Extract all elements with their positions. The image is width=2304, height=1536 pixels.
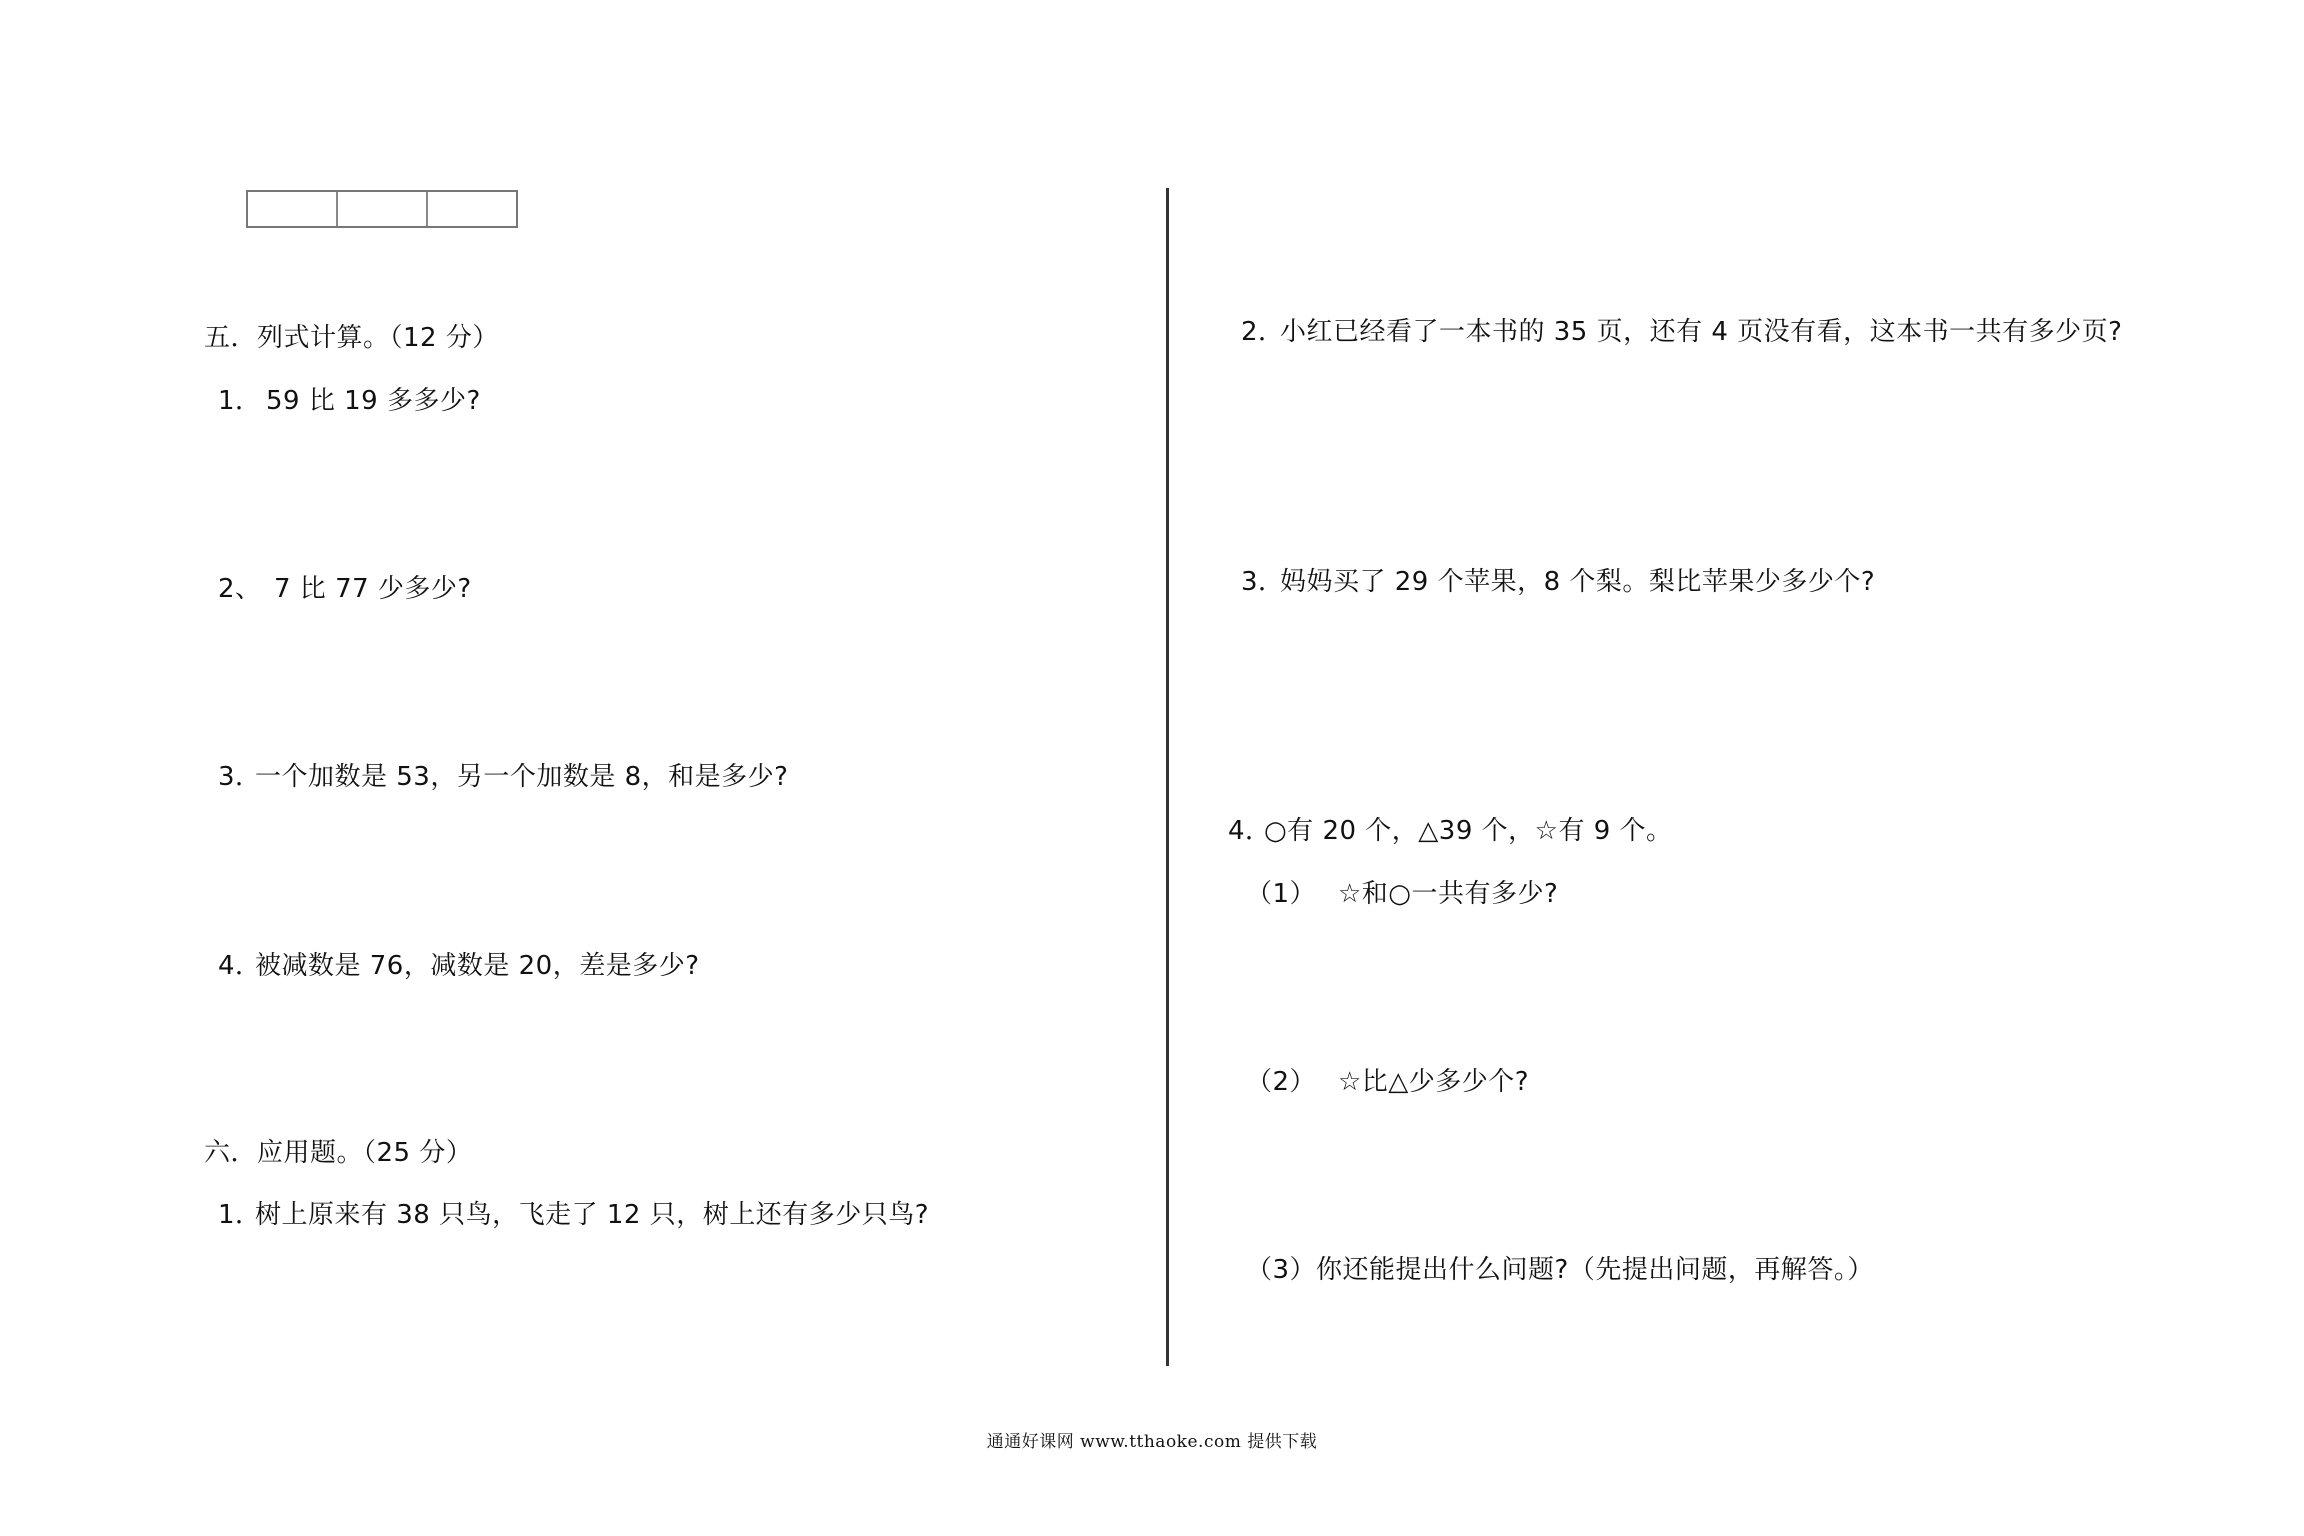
question-text: 59 比 19 多多少? (266, 386, 481, 416)
subquestion-text: ☆和○一共有多少? (1338, 879, 1559, 909)
question-number: 4． (1228, 816, 1272, 846)
footer-credit: 通通好课网 www.tthaoke.com 提供下载 (986, 1432, 1318, 1452)
subquestion-number: （1） (1246, 879, 1317, 909)
question-text: 一个加数是 53，另一个加数是 8，和是多少? (255, 762, 789, 792)
score-table (246, 190, 518, 228)
section5-title: 五．列式计算。（12 分） (204, 323, 499, 353)
question-text: 妈妈买了 29 个苹果，8 个梨。梨比苹果少多少个? (1280, 567, 1876, 597)
question-number: 3． (1241, 567, 1285, 597)
subquestion-text: （3）你还能提出什么问题?（先提出问题，再解答。） (1246, 1255, 1874, 1285)
question-text: 树上原来有 38 只鸟，飞走了 12 只，树上还有多少只鸟? (255, 1200, 930, 1230)
question-number: 1． (218, 1200, 262, 1230)
question-number: 2、 (218, 574, 262, 604)
question-number: 1． (218, 386, 262, 416)
subquestion-text: ☆比△少多少个? (1338, 1067, 1530, 1097)
question-number: 3． (218, 762, 262, 792)
section6-title: 六．应用题。（25 分） (204, 1138, 473, 1168)
question-text: ○有 20 个，△39 个，☆有 9 个。 (1264, 816, 1673, 846)
column-divider (1166, 188, 1169, 1366)
question-text: 小红已经看了一本书的 35 页，还有 4 页没有看，这本书一共有多少页? (1280, 317, 2123, 347)
score-cell[interactable] (428, 192, 516, 226)
question-text: 7 比 77 少多少? (274, 574, 472, 604)
score-cell[interactable] (338, 192, 428, 226)
subquestion-number: （2） (1246, 1067, 1317, 1097)
score-cell[interactable] (248, 192, 338, 226)
question-number: 2． (1241, 317, 1285, 347)
question-text: 被减数是 76，减数是 20，差是多少? (255, 951, 700, 981)
question-number: 4． (218, 951, 262, 981)
